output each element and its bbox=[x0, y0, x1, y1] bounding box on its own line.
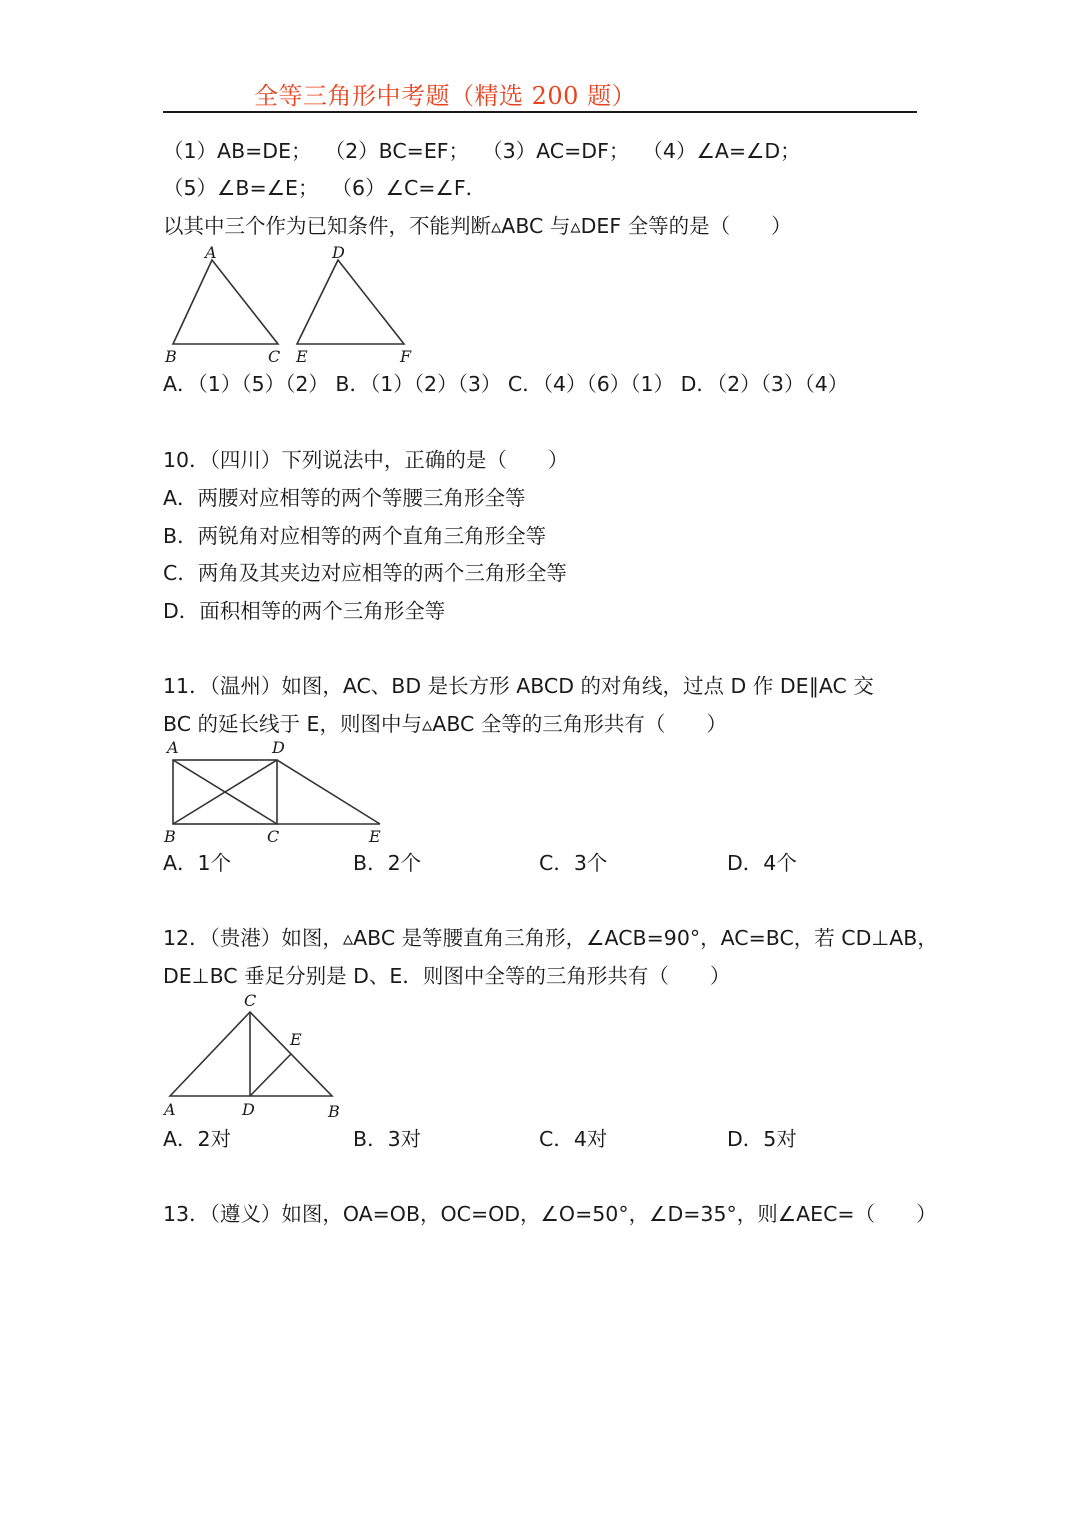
label-a: A bbox=[167, 738, 179, 757]
q10-stem: 10．（四川）下列说法中，正确的是（ ） bbox=[163, 448, 569, 472]
label-e: E bbox=[290, 1030, 302, 1049]
label-b: B bbox=[328, 1102, 340, 1121]
q12-figure-isosceles-right-triangle bbox=[160, 988, 350, 1123]
q10-option-d: D．面积相等的两个三角形全等 bbox=[163, 599, 446, 623]
label-f: F bbox=[400, 347, 412, 366]
q9-conditions-line1: （1）AB=DE； （2）BC=EF； （3）AC=DF； （4）∠A=∠D； bbox=[163, 139, 801, 163]
q11-option-b: B．2个 bbox=[353, 851, 422, 875]
q10-option-c: C．两角及其夹边对应相等的两个三角形全等 bbox=[163, 561, 567, 585]
q10-option-b: B．两锐角对应相等的两个直角三角形全等 bbox=[163, 524, 547, 548]
header-divider bbox=[163, 111, 917, 113]
q11-option-a: A．1个 bbox=[163, 851, 232, 875]
label-b: B bbox=[165, 347, 177, 366]
q9-conditions-line2: （5）∠B=∠E； （6）∠C=∠F． bbox=[163, 176, 487, 200]
label-d: D bbox=[272, 738, 285, 757]
label-a: A bbox=[164, 1100, 176, 1119]
q10-option-a: A．两腰对应相等的两个等腰三角形全等 bbox=[163, 486, 526, 510]
q11-option-d: D．4个 bbox=[727, 851, 797, 875]
segment-de bbox=[250, 1054, 291, 1096]
q12-stem-line1: 12．（贵港）如图，▵ABC 是等腰直角三角形，∠ACB=90°，AC=BC，若 CD⊥AB， bbox=[163, 926, 938, 950]
q12-option-d: D．5对 bbox=[727, 1127, 797, 1151]
q11-option-c: C．3个 bbox=[539, 851, 608, 875]
label-d: D bbox=[332, 243, 345, 262]
q12-option-c: C．4对 bbox=[539, 1127, 608, 1151]
q12-option-b: B．3对 bbox=[353, 1127, 422, 1151]
q9-figure-triangles bbox=[160, 240, 430, 370]
label-e: E bbox=[369, 827, 381, 846]
q13-stem: 13．（遵义）如图，OA=OB，OC=OD，∠O=50°，∠D=35°，则∠AEC=（ ） bbox=[163, 1202, 937, 1226]
q12-stem-line2: DE⊥BC 垂足分别是 D、E．则图中全等的三角形共有（ ） bbox=[163, 964, 731, 988]
q9-stem: 以其中三个作为已知条件，不能判断▵ABC 与▵DEF 全等的是（ ） bbox=[163, 214, 792, 238]
q9-options: A．（1）（5）（2） B．（1）（2）（3） C．（4）（6）（1） D．（2）（3）（4） bbox=[163, 372, 849, 396]
triangle-abc bbox=[170, 1012, 332, 1096]
triangle-abc bbox=[173, 260, 278, 344]
segment-de bbox=[277, 760, 380, 824]
label-e: E bbox=[296, 347, 308, 366]
q11-figure-rectangle bbox=[160, 736, 400, 848]
label-c: C bbox=[267, 827, 280, 846]
page-title: 全等三角形中考题（精选 200 题） bbox=[254, 82, 637, 110]
label-d: D bbox=[242, 1100, 255, 1119]
q11-stem-line1: 11．（温州）如图，AC、BD 是长方形 ABCD 的对角线，过点 D 作 DE∥AC 交 bbox=[163, 674, 874, 698]
label-a: A bbox=[205, 243, 217, 262]
label-c: C bbox=[244, 991, 257, 1010]
label-c: C bbox=[268, 347, 281, 366]
q11-stem-line2: BC 的延长线于 E，则图中与▵ABC 全等的三角形共有（ ） bbox=[163, 712, 727, 736]
q12-option-a: A．2对 bbox=[163, 1127, 232, 1151]
label-b: B bbox=[164, 827, 176, 846]
triangle-def bbox=[297, 260, 404, 344]
